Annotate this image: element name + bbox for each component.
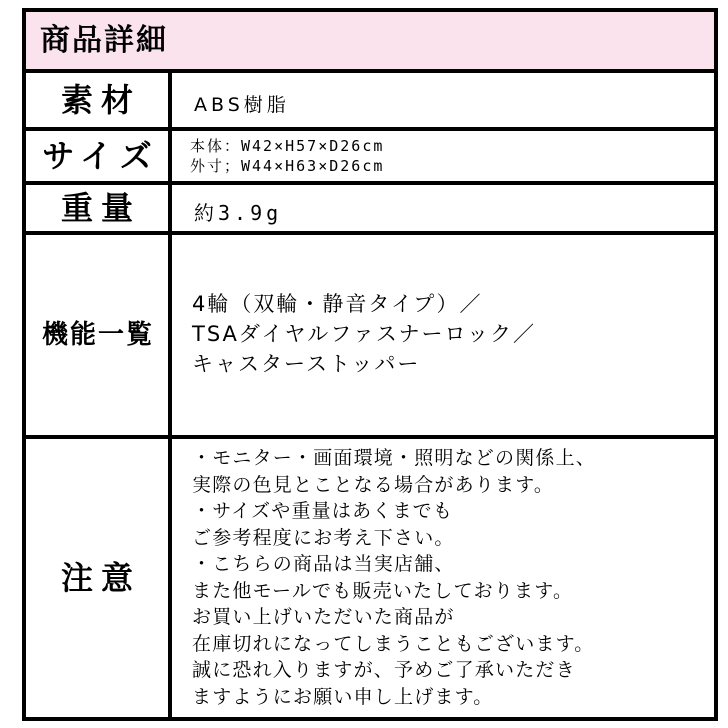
note-line: 誠に恐れ入りますが、予めご了承いただき — [192, 659, 576, 681]
row-notes — [26, 439, 714, 717]
feature-line: 4輪（双輪・静音タイプ）／ — [192, 292, 483, 316]
note-line: ・サイズや重量はあくまでも — [192, 500, 454, 522]
row-weight — [26, 185, 714, 235]
row-material — [26, 73, 714, 131]
product-details-table — [22, 8, 718, 721]
label-material: 素材 — [60, 81, 141, 119]
value-size-lines — [190, 136, 384, 176]
value-material: ABS樹脂 — [194, 94, 290, 116]
label-cell-notes — [26, 439, 172, 717]
note-line: 実際の色見とことなる場合があります。 — [192, 473, 555, 496]
label-size: サイズ — [42, 137, 160, 175]
value-cell-material — [172, 73, 714, 127]
feature-line: TSAダイヤルファスナーロック／ — [192, 322, 537, 346]
title-bar — [26, 12, 714, 73]
value-cell-notes — [172, 439, 714, 717]
note-line: ご参考程度にお考え下さい。 — [192, 526, 455, 549]
label-cell-material — [26, 73, 172, 127]
label-cell-features — [26, 235, 172, 435]
value-cell-size — [172, 131, 714, 181]
note-line: ・モニター・画面環境・照明などの関係上、 — [192, 447, 597, 469]
note-line: お買い上げいただいた商品が — [192, 606, 455, 628]
value-cell-features — [172, 235, 714, 435]
label-cell-weight — [26, 185, 172, 231]
note-line: ますようにお願い申し上げます。 — [192, 685, 494, 708]
value-weight: 約3.9g — [194, 201, 283, 225]
label-weight: 重量 — [60, 189, 141, 227]
note-line: ・こちらの商品は当実店舗、 — [192, 553, 455, 575]
table-title: 商品詳細 — [40, 23, 168, 58]
note-line: また他モールでも販売いたしております。 — [192, 579, 574, 602]
note-line: 在庫切れになってしまうこともございます。 — [192, 632, 595, 655]
value-cell-weight — [172, 185, 714, 231]
value-notes-lines — [192, 445, 596, 710]
label-notes: 注意 — [60, 559, 141, 597]
row-features — [26, 235, 714, 439]
row-size — [26, 131, 714, 185]
label-cell-size — [26, 131, 172, 181]
feature-line: キャスターストッパー — [192, 352, 421, 376]
value-size-body: 本体：W42×H57×D26cm — [190, 137, 385, 155]
value-size-outer: 外寸；W44×H63×D26cm — [190, 157, 385, 175]
value-features-lines — [192, 289, 536, 379]
label-features: 機能一覧 — [41, 320, 154, 350]
